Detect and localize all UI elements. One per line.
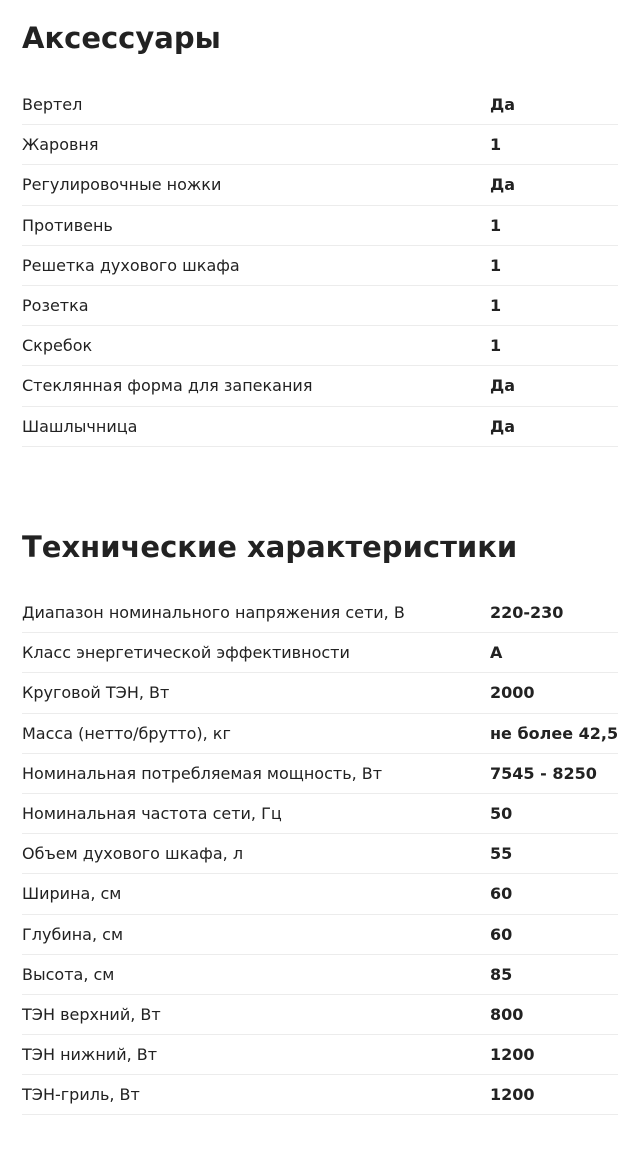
spec-name: Класс энергетической эффективности xyxy=(22,643,350,663)
spec-name: Стеклянная форма для запекания xyxy=(22,376,313,396)
spec-name: Противень xyxy=(22,215,113,235)
spec-value: 60 xyxy=(490,924,513,944)
spec-row xyxy=(22,1035,618,1075)
spec-row xyxy=(22,85,618,125)
spec-value: 220-230 xyxy=(490,603,564,622)
spec-name: ТЭН верхний, Вт xyxy=(22,1004,161,1024)
spec-row xyxy=(22,714,618,754)
spec-row xyxy=(22,834,618,874)
accessories-title: Аксессуары xyxy=(22,21,221,55)
spec-value: 85 xyxy=(490,964,513,984)
spec-row xyxy=(22,125,618,165)
spec-name: Номинальная потребляемая мощность, Вт xyxy=(22,763,383,783)
spec-row xyxy=(22,955,618,995)
spec-name: Масса (нетто/брутто), кг xyxy=(22,723,231,743)
accessories-table xyxy=(22,85,618,447)
spec-row xyxy=(22,794,618,834)
spec-value: Да xyxy=(490,95,516,114)
spec-name: ТЭН-гриль, Вт xyxy=(22,1085,140,1105)
spec-value: 1 xyxy=(490,255,502,275)
spec-name: Скребок xyxy=(22,336,93,356)
spec-name: Шашлычница xyxy=(22,416,138,436)
spec-value: 50 xyxy=(490,803,513,823)
spec-name: Решетка духового шкафа xyxy=(22,255,240,275)
spec-row xyxy=(22,407,618,447)
spec-row xyxy=(22,874,618,914)
spec-value: Да xyxy=(490,416,516,436)
spec-value: 1200 xyxy=(490,1085,535,1105)
spec-value: 1 xyxy=(490,215,502,235)
spec-row xyxy=(22,206,618,246)
spec-name: Глубина, см xyxy=(22,924,124,944)
spec-value: 1200 xyxy=(490,1045,535,1065)
spec-value: Да xyxy=(490,175,516,195)
spec-value: не более 42,5 xyxy=(490,723,618,743)
spec-row xyxy=(22,754,618,794)
spec-value: 55 xyxy=(490,844,513,864)
spec-name: Объем духового шкафа, л xyxy=(22,844,244,864)
spec-value: 1 xyxy=(490,295,502,315)
spec-row xyxy=(22,246,618,286)
spec-name: Жаровня xyxy=(22,135,99,155)
spec-name: Вертел xyxy=(22,95,83,114)
spec-value: 1 xyxy=(490,135,502,155)
spec-name: ТЭН нижний, Вт xyxy=(22,1045,158,1065)
spec-row xyxy=(22,366,618,406)
spec-row xyxy=(22,593,618,633)
spec-row xyxy=(22,995,618,1035)
spec-row xyxy=(22,633,618,673)
spec-name: Круговой ТЭН, Вт xyxy=(22,683,170,703)
spec-row xyxy=(22,1075,618,1115)
spec-row xyxy=(22,165,618,205)
spec-name: Номинальная частота сети, Гц xyxy=(22,803,282,823)
spec-row xyxy=(22,286,618,326)
spec-value: 7545 - 8250 xyxy=(490,763,597,783)
spec-row xyxy=(22,915,618,955)
technical-specifications-table xyxy=(22,593,618,1115)
spec-value: 2000 xyxy=(490,683,535,703)
spec-name: Ширина, см xyxy=(22,884,122,904)
spec-value: 60 xyxy=(490,884,513,904)
spec-row xyxy=(22,673,618,713)
technical-specifications-title: Технические характеристики xyxy=(22,530,518,564)
spec-name: Высота, см xyxy=(22,964,115,984)
spec-name: Регулировочные ножки xyxy=(22,175,222,195)
spec-row xyxy=(22,326,618,366)
spec-value: 800 xyxy=(490,1004,524,1024)
spec-name: Диапазон номинального напряжения сети, В xyxy=(22,603,405,622)
spec-value: Да xyxy=(490,376,516,396)
spec-name: Розетка xyxy=(22,295,89,315)
spec-value: 1 xyxy=(490,336,502,356)
spec-value: A xyxy=(490,643,503,663)
